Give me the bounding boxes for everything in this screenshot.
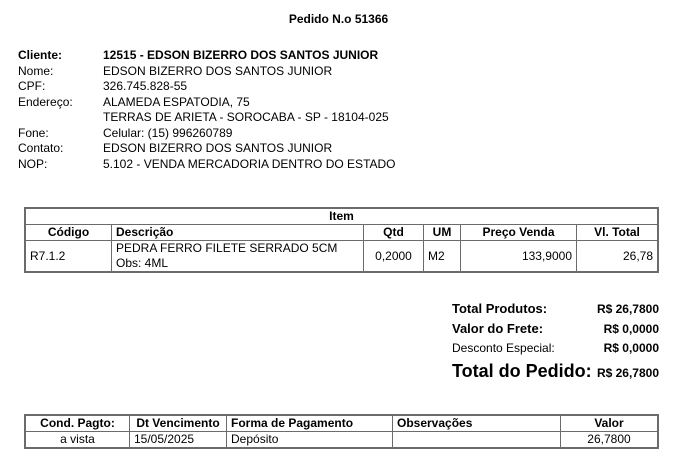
totals-section — [452, 301, 659, 387]
address-line2-label — [18, 110, 103, 126]
header-dt-vencimento: Dt Vencimento — [130, 415, 227, 432]
page-title: Pedido N.o 51366 — [288, 12, 389, 26]
table-row — [25, 432, 658, 449]
table-row — [25, 241, 658, 273]
client-row — [18, 48, 396, 64]
items-caption: Item — [25, 208, 658, 225]
header-forma-pagamento: Forma de Pagamento — [227, 415, 393, 432]
address-line2-value: TERRAS DE ARIETA - SOROCABA - SP - 18104-025 — [103, 110, 389, 124]
header-valor: Valor — [561, 415, 659, 432]
header-total: Vl. Total — [577, 225, 659, 241]
cell-total: 26,78 — [577, 241, 659, 273]
total-products-row — [452, 301, 659, 321]
order-total-value: R$ 26,7800 — [596, 366, 659, 380]
discount-row — [452, 341, 659, 361]
client-label: Cliente: — [18, 48, 63, 62]
item-description: PEDRA FERRO FILETE SERRADO 5CM — [116, 241, 338, 255]
cell-observacoes — [393, 432, 561, 449]
total-products-label: Total Produtos: — [452, 301, 548, 316]
header-qtd: Qtd — [364, 225, 424, 241]
discount-label: Desconto Especial: — [452, 341, 555, 355]
address-value: ALAMEDA ESPATODIA, 75 — [103, 94, 250, 109]
cpf-label: CPF: — [18, 79, 46, 93]
phone-row — [18, 126, 396, 142]
nop-label: NOP: — [18, 156, 48, 171]
freight-row — [452, 321, 659, 341]
order-total-row — [452, 361, 659, 387]
freight-value: R$ 0,0000 — [603, 322, 659, 336]
total-products-value: R$ 26,7800 — [596, 302, 659, 316]
cpf-row — [18, 79, 396, 95]
name-label: Nome: — [18, 63, 54, 78]
phone-label: Fone: — [18, 125, 49, 140]
address-label: Endereço: — [18, 94, 73, 109]
cell-cond-pagto: a vista — [25, 432, 130, 449]
cell-qtd: 0,2000 — [364, 241, 424, 273]
item-obs: Obs: 4ML — [116, 256, 169, 270]
cell-codigo: R7.1.2 — [25, 241, 112, 273]
name-value: EDSON BIZERRO DOS SANTOS JUNIOR — [103, 63, 333, 78]
header-preco: Preço Venda — [461, 225, 577, 241]
cell-valor: 26,7800 — [561, 432, 659, 449]
cpf-value: 326.745.828-55 — [103, 79, 188, 93]
client-value: 12515 - EDSON BIZERRO DOS SANTOS JUNIOR — [103, 48, 379, 62]
contact-value: EDSON BIZERRO DOS SANTOS JUNIOR — [103, 141, 333, 155]
cell-forma-pagamento: Depósito — [227, 432, 393, 449]
address-row — [18, 95, 396, 111]
cell-dt-vencimento: 15/05/2025 — [130, 432, 227, 449]
contact-row — [18, 141, 396, 157]
phone-value: Celular: (15) 996260789 — [103, 125, 233, 140]
payment-table — [24, 414, 659, 449]
header-codigo: Código — [25, 225, 112, 241]
cell-um: M2 — [424, 241, 461, 273]
cell-descricao — [112, 241, 364, 273]
freight-label: Valor do Frete: — [452, 321, 544, 336]
address-line2-row — [18, 110, 396, 126]
items-table — [24, 207, 659, 273]
nop-row — [18, 157, 396, 173]
name-row — [18, 64, 396, 80]
header-cond-pagto: Cond. Pagto: — [25, 415, 130, 432]
header-observacoes: Observações — [393, 415, 561, 432]
discount-value: R$ 0,0000 — [603, 341, 659, 355]
client-info — [18, 48, 396, 172]
header-descricao: Descrição — [112, 225, 364, 241]
contact-label: Contato: — [18, 141, 64, 155]
nop-value: 5.102 - VENDA MERCADORIA DENTRO DO ESTADO — [103, 156, 396, 171]
header-um: UM — [424, 225, 461, 241]
cell-preco: 133,9000 — [461, 241, 577, 273]
order-total-label: Total do Pedido: — [452, 361, 592, 381]
